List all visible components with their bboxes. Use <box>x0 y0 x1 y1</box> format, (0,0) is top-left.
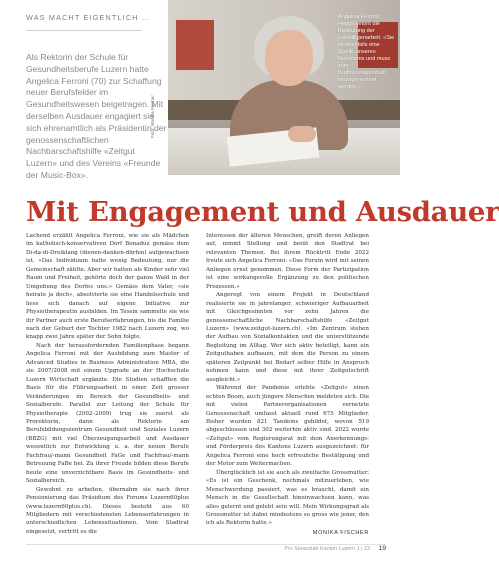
footer-publication <box>284 546 370 552</box>
photo-hand <box>288 126 316 142</box>
photo-credit: Foto: Monika Fischer <box>150 95 155 138</box>
kicker: WAS MACHT EIGENTLICH … <box>26 13 151 22</box>
publication-name: Pro Senectute Kanton Luzern 1 | 23 <box>284 546 370 552</box>
footer-divider <box>26 544 386 545</box>
paragraph: Während der Pandemie erlebte «Zeitgut» einen echten Boom, auch jüngere Menschen meldeten sich. Die mit vielen Partnerorganisationen vernetzte Genossenschaft umfasst aktuell rund 675 Mitglieder. Bisher wurden 821 Tandems gebildet, wovon 519 abgeschlossen und 302 weiterhin aktiv sind. 2022 wurde «Zeitgut» vom Regierungsrat mit dem Anerkennungs- und Förderpreis des Kantons Luzern ausgezeichnet: für Angelica Ferroni eine hoch erfreuliche Bestätigung und der Motor zum Weitermachen. <box>206 385 369 468</box>
paragraph: Lachend erzählt Angelica Ferroni, wie sie als Mädchen im katholisch-konservativen Dorf Bonaduz gemäss dem Di-da-di-Dreiklang (dienen-danken-dürfen) aufgewachsen ist. «Das Individuum hatte wenig Bedeutung, nur die Gemeinschaft zählte. Aber wir hatten als Kinder sehr viel Raum und Freiheit, gehörte doch der ganze Wald in der Umgebung des Dorfes uns.» Gemäss dem Vater, «sie heirate ja doch», absolvierte sie eine Handelsschule und liess sich danach auf eigene Initiative zur Physiotherapeutin ausbilden. Im Tessin sammelte sie wie ihr Partner auch erste Berufserfahrungen, bis die Familie nach der Geburt der Tochter 1982 nach Luzern zog, wo knapp zwei Jahre später der Sohn folgte. <box>26 233 189 341</box>
paragraph: Nach der herausfordernden Familienphase begann Angelica Ferroni mit der Ausbildung zum Master of Advanced Studies in Business Administration MBA, die sie 2007/2008 mit einem Upgrade an der Hochschule Luzern Wirtschaft ergänzte. Die Studien schafften die Basis für die Führungsarbeit in einer Zeit grosser Veränderungen im Bereich der Gesundheits- und Sozialberufe. Parallel zur Leitung der Schule für Physiotherapie (2002–2009) trug sie zuerst als Prorektorin, dann als Rektorin am Berufsbildungszentrum Gesundheit und Soziales Luzern (BBZG) mit viel Überzeugungsarbeit und Ausdauer wesentlich zur Entwicklung u. a. der neuen Berufe Fachfrau/-mann Gesundheit FaGe und Fachfrau/-mann Betreuung FaBe bei. Zu ihrer Freude bilden diese Berufe heute eine unverzichtbare Basis im Gesundheits- und Sozialbereich. <box>26 342 189 485</box>
paragraph: Interessen der älteren Menschen, greift deren Anliegen auf, nimmt Stellung und berät den Stadtrat bei relevanten Themen. Bei ihrem Rücktritt Ende 2022 freute sich Angelica Ferroni: «Das Forum wird mit seinen Anliegen ernst genommen. Diese Form der Partizipation ist eine wirkungsvolle Ergänzung zu den politischen Prozessen.» <box>206 233 369 290</box>
photo-caption: Angelica Ferroni Heggli betont die Bedeutung der Freiwilligenarbeit: «Sie ist ebenfalls eine Quelle unseres Reichtums und muss zum Bruttosozialprodukt hinzugerechnet werden.» <box>338 14 395 90</box>
page-number: 19 <box>378 545 386 552</box>
headline: Mit Engagement und Ausdauer <box>26 196 499 228</box>
article-column-right <box>206 232 369 537</box>
intro-text: Als Rektorin der Schule für Gesundheitsberufe Luzern hatte Angelica Ferroni (70) zur Schaffung neuer Berufsfelder im Gesundheitswesen beigetragen. Mit derselben Ausdauer engagiert sie sich ehrenamtlich als Präsidentin der genossenschaftlichen Nachbarschaftshilfe «Zeitgut Luzern» und des Vereins «Freunde der Music-Box». <box>26 52 167 180</box>
article-column-left <box>26 232 189 536</box>
paragraph: Überglücklich ist sie auch als zweifache Grossmutter: «Es ist ein Geschenk, nochmals mitzuerleben, wie Menschwerdung passiert, was es braucht, damit ein Mensch in die Gesellschaft hineinwachsen kann, was alles gelernt und gelebt sein will. Mein Wirkungsgrad als Grossmutter ist dabei mindestens so gross wie jener, den ich als Rektorin hatte.» <box>206 469 369 527</box>
photo-person-face <box>265 30 313 86</box>
photo-picture-frame <box>174 18 216 72</box>
paragraph: Angeregt von einem Projekt in Deutschland realisierte sie in jahrelanger, schwieriger Aufbauarbeit mit Gleichgesinnten vor zehn Jahren die genossenschaftliche Nachbarschaftshilfe «Zeitgut Luzern» (www.zeitgut-luzern.ch). «Im Zentrum stehen der Aufbau von Sozialkontakten und die unterstützende Begleitung im Alltag. Wer sich aktiv beteiligt, kann ein Zeitguthaben aufbauen, mit dem die Person zu einem späteren Zeitpunkt bei Bedarf selber Hilfe in Anspruch nehmen kann und diese mit ihrer Zeitgutschrift ausgleicht.» <box>206 292 369 383</box>
author-byline: MONIKA FISCHER <box>312 529 369 536</box>
kicker-divider <box>26 30 142 31</box>
paragraph: Gewohnt zu arbeiten, übernahm sie nach ihrer Pensionierung das Präsidium des Forums Luzern60plus (www.luzern60plus.ch). Dieses besteht aus 60 Mitgliedern mit verschiedensten Lebenserfahrungen in unterschiedlichen Lebenssituationen. Vom Stadtrat eingesetzt, vertritt es die <box>26 486 189 535</box>
